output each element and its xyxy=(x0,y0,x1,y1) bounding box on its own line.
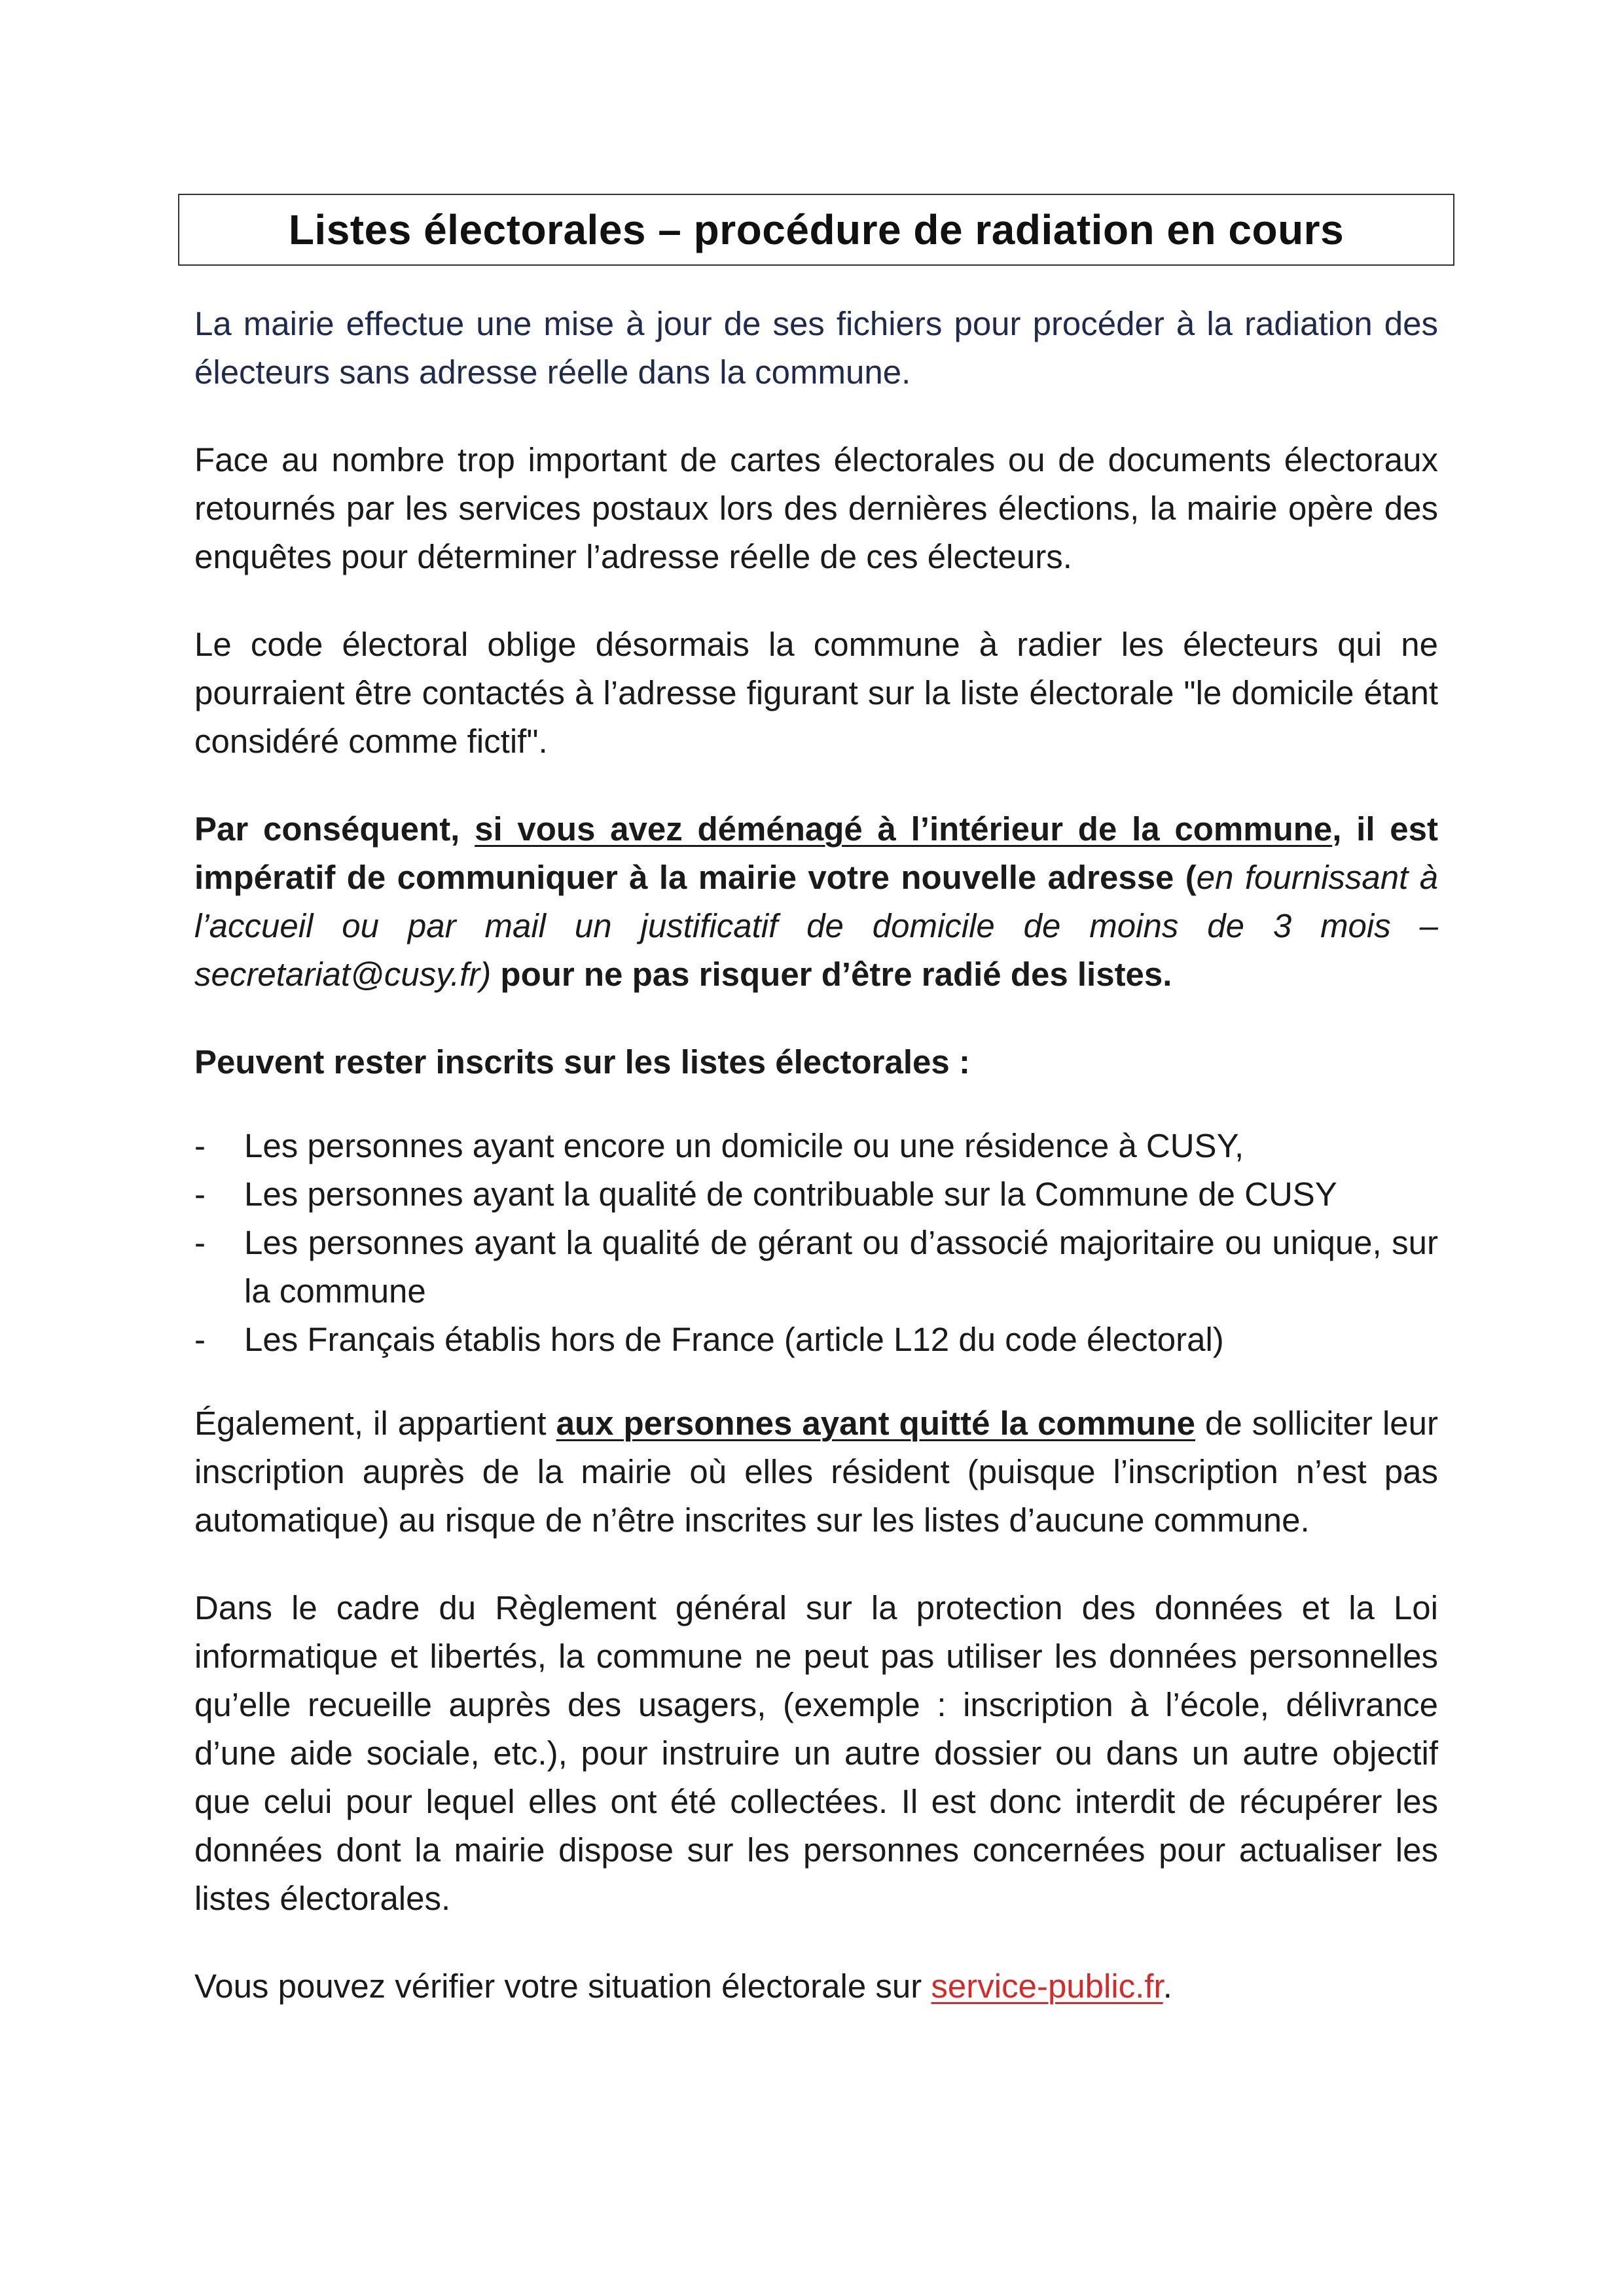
dash-bullet: - xyxy=(194,1321,206,1358)
eligible-list xyxy=(194,1122,1438,1364)
gdpr-paragraph: Dans le cadre du Règlement général sur la protection des données et la Loi informatique et libertés, la commune ne peut pas utiliser les données personnelles qu’elle recueille auprès des usagers, (exemple : inscription à l’école, délivrance d’une aide sociale, etc.), pour instruire un autre dossier ou dans un autre objectif que celui pour lequel elles ont été collectées. Il est donc interdit de récupérer les données dont la mairie dispose sur les personnes concernées pour actualiser les listes électorales. xyxy=(194,1589,1438,1917)
dash-bullet: - xyxy=(194,1224,206,1261)
moved-bold-end: pour ne pas risquer d’être radié des listes. xyxy=(491,956,1172,993)
list-item xyxy=(194,1170,1438,1219)
eligible-heading: Peuvent rester inscrits sur les listes électorales : xyxy=(194,1043,970,1081)
page-title: Listes électorales – procédure de radiation en cours xyxy=(288,206,1344,253)
verify-end: . xyxy=(1163,1967,1172,2005)
moved-within-commune-paragraph xyxy=(194,805,1438,999)
list-item-text: Les personnes ayant la qualité de gérant ou d’associé majoritaire ou unique, sur la commune xyxy=(244,1224,1438,1310)
list-item-text: Les personnes ayant la qualité de contribuable sur la Commune de CUSY xyxy=(244,1175,1337,1213)
moved-lead: Par conséquent, xyxy=(194,810,475,848)
list-item xyxy=(194,1219,1438,1316)
document-body xyxy=(194,300,1438,2011)
list-item xyxy=(194,1316,1438,1364)
left-rest: de solliciter leur inscription auprès de la mairie où elles résident (puisque l’inscription n’est pas automatique) au risque de n’être inscrites sur les listes d’aucune commune. xyxy=(194,1405,1439,1539)
dash-bullet: - xyxy=(194,1127,206,1164)
verify-paragraph xyxy=(194,1962,1438,2011)
left-commune-paragraph xyxy=(194,1399,1438,1545)
electoral-code-paragraph: Le code électoral oblige désormais la commune à radier les électeurs qui ne pourraient être contactés à l’adresse figurant sur la liste électorale "le domicile étant considéré comme fictif". xyxy=(194,626,1438,760)
postal-returns-paragraph: Face au nombre trop important de cartes électorales ou de documents électoraux retournés par les services postaux lors des dernières élections, la mairie opère des enquêtes pour déterminer l’adresse réelle de ces électeurs. xyxy=(194,441,1438,575)
moved-underlined: si vous avez déménagé à l’intérieur de la commune xyxy=(475,810,1333,848)
list-item-text: Les Français établis hors de France (article L12 du code électoral) xyxy=(244,1321,1224,1358)
verify-text: Vous pouvez vérifier votre situation électorale sur xyxy=(194,1967,931,2005)
left-underlined: aux personnes ayant quitté la commune xyxy=(556,1405,1195,1442)
moved-italic: en fournissant à l’accueil ou par mail un justificatif de domicile de moins de 3 mois – secretariat@cusy.fr) xyxy=(194,859,1438,993)
service-public-link[interactable]: service-public.fr xyxy=(931,1967,1163,2005)
dash-bullet: - xyxy=(194,1175,206,1213)
list-item-text: Les personnes ayant encore un domicile ou une résidence à CUSY, xyxy=(244,1127,1244,1164)
list-item xyxy=(194,1122,1438,1170)
moved-bold-mid: , il est impératif de communiquer à la mairie votre nouvelle adresse ( xyxy=(194,810,1438,896)
title-box xyxy=(178,194,1454,266)
intro-paragraph: La mairie effectue une mise à jour de ses fichiers pour procéder à la radiation des électeurs sans adresse réelle dans la commune. xyxy=(194,305,1438,391)
left-lead: Également, il appartient xyxy=(194,1405,556,1442)
